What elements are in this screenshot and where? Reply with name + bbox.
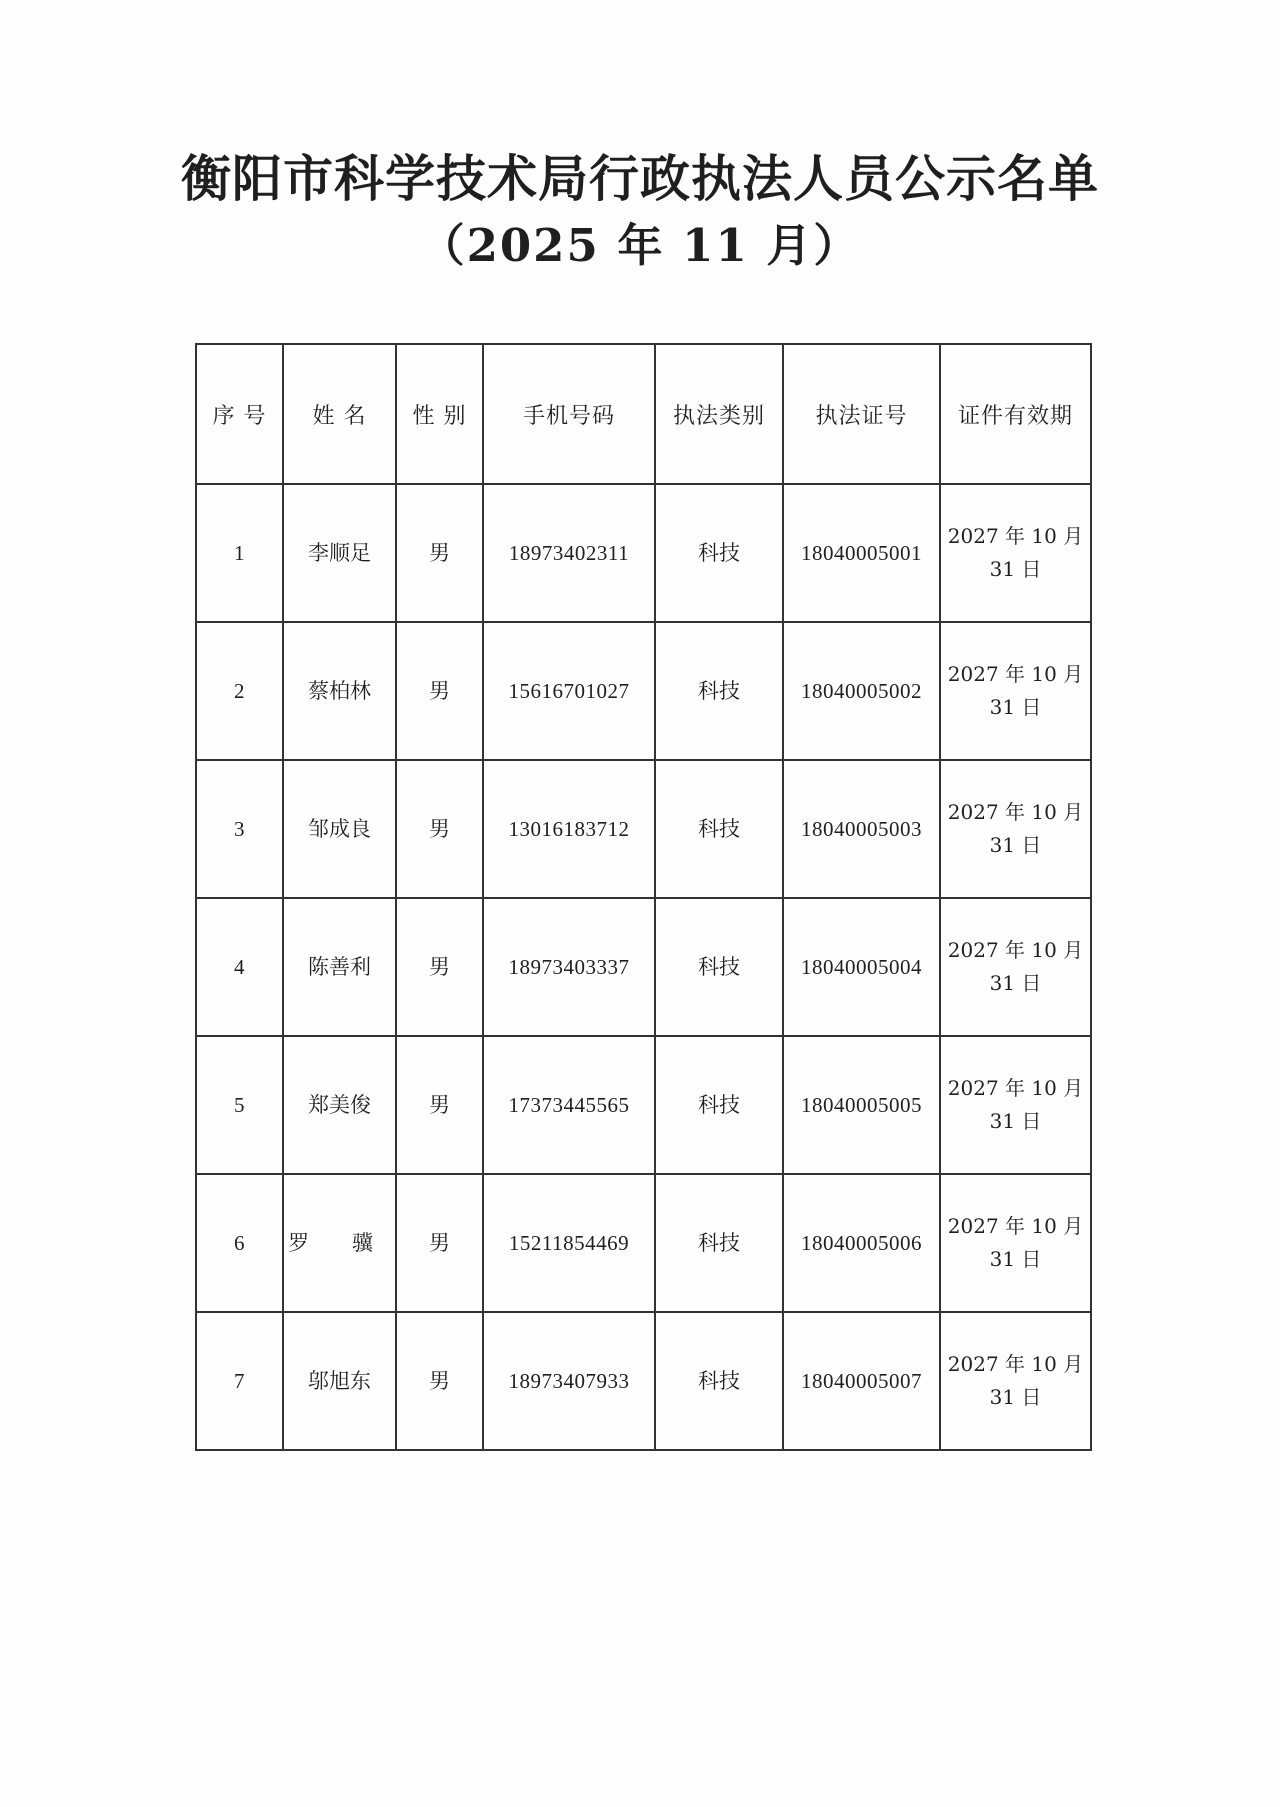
valid-until-line-1: 2027 年 10 月	[947, 800, 1084, 824]
gender: 男	[396, 1036, 483, 1174]
table-row	[196, 1036, 1091, 1174]
valid-until	[940, 484, 1091, 622]
gender: 男	[396, 1174, 483, 1312]
phone-number: 15616701027	[483, 622, 655, 760]
document-title: 衡阳市科学技术局行政执法人员公示名单	[181, 149, 1099, 208]
valid-until	[940, 760, 1091, 898]
gender: 男	[396, 622, 483, 760]
person-name: 罗 骥	[283, 1174, 396, 1312]
certificate-number: 18040005003	[783, 760, 940, 898]
enforcement-category: 科技	[655, 484, 783, 622]
phone-number: 18973407933	[483, 1312, 655, 1450]
valid-until-line-2: 31 日	[989, 1385, 1042, 1409]
valid-until-line-1: 2027 年 10 月	[947, 1214, 1084, 1238]
document-title-block	[0, 150, 1280, 271]
valid-until	[940, 622, 1091, 760]
certificate-number: 18040005006	[783, 1174, 940, 1312]
certificate-number: 18040005005	[783, 1036, 940, 1174]
enforcement-category: 科技	[655, 622, 783, 760]
header-name: 姓 名	[283, 344, 396, 484]
header-valid-until: 证件有效期	[940, 344, 1091, 484]
phone-number: 18973402311	[483, 484, 655, 622]
enforcement-category: 科技	[655, 1312, 783, 1450]
person-name: 陈善利	[283, 898, 396, 1036]
row-index: 3	[196, 760, 283, 898]
table-row	[196, 484, 1091, 622]
row-index: 6	[196, 1174, 283, 1312]
enforcement-category: 科技	[655, 760, 783, 898]
gender: 男	[396, 760, 483, 898]
certificate-number: 18040005004	[783, 898, 940, 1036]
enforcement-category: 科技	[655, 1036, 783, 1174]
header-category: 执法类别	[655, 344, 783, 484]
valid-until-line-2: 31 日	[989, 971, 1042, 995]
person-name: 蔡柏林	[283, 622, 396, 760]
row-index: 4	[196, 898, 283, 1036]
valid-until	[940, 1312, 1091, 1450]
valid-until-line-1: 2027 年 10 月	[947, 938, 1084, 962]
header-row	[196, 344, 1091, 484]
table-row	[196, 760, 1091, 898]
certificate-number: 18040005007	[783, 1312, 940, 1450]
table-row	[196, 622, 1091, 760]
certificate-number: 18040005001	[783, 484, 940, 622]
header-phone: 手机号码	[483, 344, 655, 484]
valid-until-line-1: 2027 年 10 月	[947, 524, 1084, 548]
table-row	[196, 1174, 1091, 1312]
valid-until	[940, 1036, 1091, 1174]
gender: 男	[396, 898, 483, 1036]
person-name: 邹成良	[283, 760, 396, 898]
table-row	[196, 1312, 1091, 1450]
gender: 男	[396, 484, 483, 622]
certificate-number: 18040005002	[783, 622, 940, 760]
phone-number: 15211854469	[483, 1174, 655, 1312]
valid-until-line-2: 31 日	[989, 695, 1042, 719]
phone-number: 13016183712	[483, 760, 655, 898]
enforcement-category: 科技	[655, 1174, 783, 1312]
enforcement-category: 科技	[655, 898, 783, 1036]
header-certificate: 执法证号	[783, 344, 940, 484]
valid-until-line-2: 31 日	[989, 1109, 1042, 1133]
table-header	[196, 344, 1091, 484]
person-name: 李顺足	[283, 484, 396, 622]
gender: 男	[396, 1312, 483, 1450]
valid-until-line-2: 31 日	[989, 557, 1042, 581]
document-subtitle: （2025 年 11 月）	[419, 218, 861, 272]
valid-until	[940, 898, 1091, 1036]
person-name: 郑美俊	[283, 1036, 396, 1174]
personnel-table-wrapper	[195, 343, 1090, 1451]
header-gender: 性 别	[396, 344, 483, 484]
law-enforcement-personnel-table	[195, 343, 1092, 1451]
valid-until	[940, 1174, 1091, 1312]
header-index: 序 号	[196, 344, 283, 484]
row-index: 5	[196, 1036, 283, 1174]
table-row	[196, 898, 1091, 1036]
valid-until-line-1: 2027 年 10 月	[947, 1076, 1084, 1100]
valid-until-line-2: 31 日	[989, 1247, 1042, 1271]
phone-number: 17373445565	[483, 1036, 655, 1174]
table-body	[196, 484, 1091, 1450]
row-index: 1	[196, 484, 283, 622]
phone-number: 18973403337	[483, 898, 655, 1036]
row-index: 7	[196, 1312, 283, 1450]
row-index: 2	[196, 622, 283, 760]
valid-until-line-1: 2027 年 10 月	[947, 662, 1084, 686]
valid-until-line-1: 2027 年 10 月	[947, 1352, 1084, 1376]
person-name: 邬旭东	[283, 1312, 396, 1450]
valid-until-line-2: 31 日	[989, 833, 1042, 857]
